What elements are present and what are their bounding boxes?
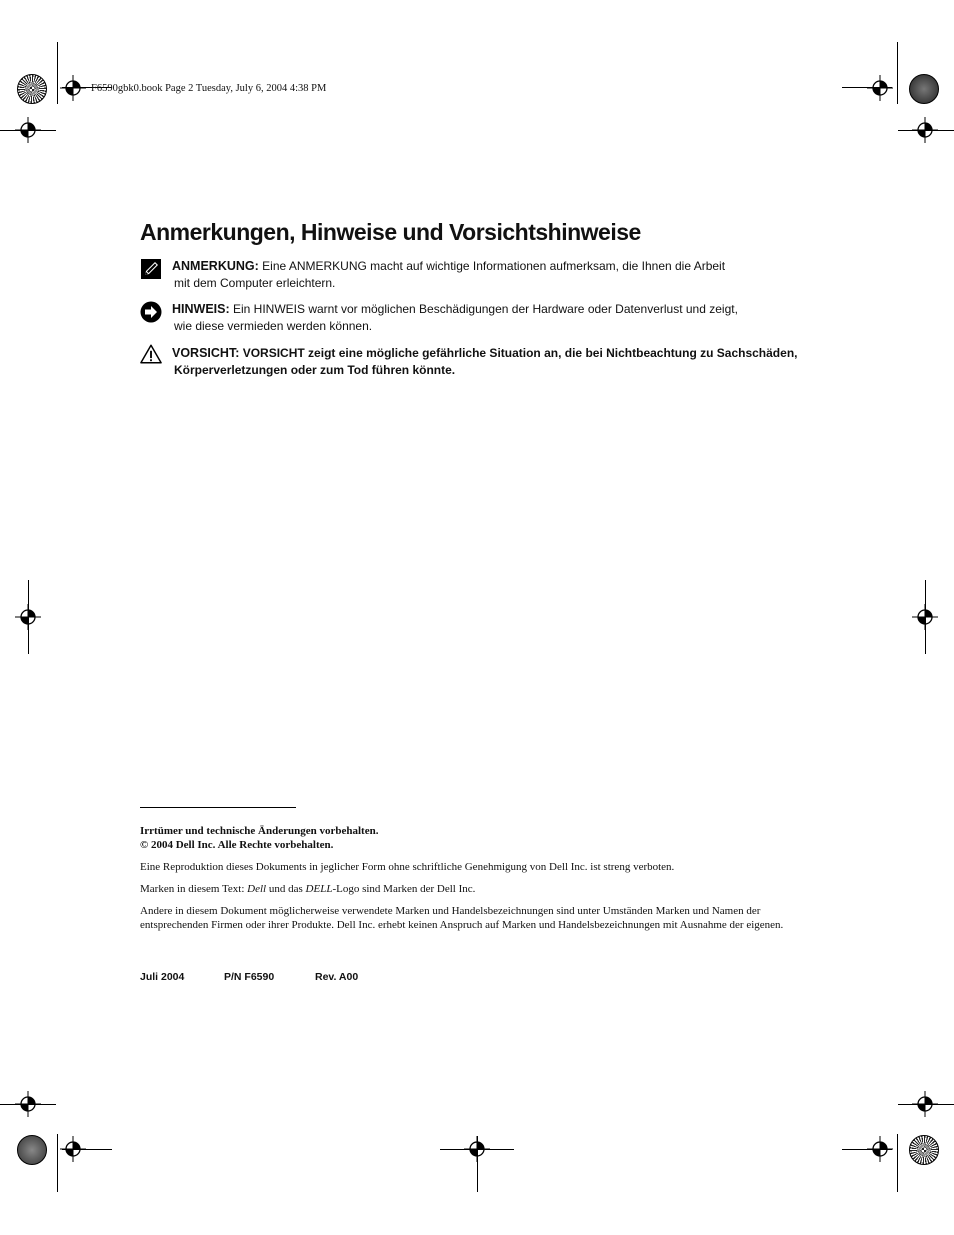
vorsicht-keyword: VORSICHT:: [172, 346, 240, 360]
registration-mark-icon: [867, 75, 893, 101]
trademarks-notice: [140, 882, 830, 896]
sunburst-mark-icon: [909, 74, 939, 104]
registration-mark-icon: [912, 117, 938, 143]
page-title: Anmerkungen, Hinweise und Vorsichtshinweise: [140, 219, 641, 245]
trademarks-suffix: -Logo sind Marken der Dell Inc.: [332, 883, 476, 895]
sunburst-mark-icon: [17, 1135, 47, 1165]
registration-mark-icon: [912, 604, 938, 630]
note-anmerkung: [140, 258, 840, 294]
anmerkung-text-continued: mit dem Computer erleichtern.: [174, 276, 336, 290]
note-vorsicht: [140, 345, 840, 381]
anmerkung-text: Eine ANMERKUNG macht auf wichtige Informationen aufmerksam, die Ihnen die Arbeit: [262, 259, 726, 273]
anmerkung-keyword: ANMERKUNG:: [172, 259, 259, 273]
footnote-divider: [140, 807, 296, 808]
revision-line: [140, 971, 440, 985]
copyright-notice: © 2004 Dell Inc. Alle Rechte vorbehalten.: [140, 839, 334, 851]
part-number: P/N F6590: [224, 971, 275, 983]
registration-mark-icon: [60, 75, 86, 101]
registration-mark-icon: [60, 1136, 86, 1162]
revision-number: Rev. A00: [315, 971, 359, 983]
note-hinweis: [140, 301, 840, 337]
reproduction-notice: Eine Reproduktion dieses Dokuments in jeglicher Form ohne schriftliche Genehmigung von Dell Inc. ist streng verboten.: [140, 861, 675, 873]
trademark-dell: Dell: [247, 883, 267, 895]
registration-mark-icon: [912, 1091, 938, 1117]
pencil-note-icon: [140, 258, 162, 280]
trademarks-prefix: Marken in diesem Text:: [140, 883, 248, 895]
other-marks-notice: Andere in diesem Dokument möglicherweise verwendete Marken und Handelsbezeichnungen sind unter Umständen Marken und Namen der entsprechenden Firmen oder ihrer Produkte. Dell Inc. erhebt keinen Anspruch auf Marken und Handelsbezeichnungen mit Ausnahme der eigenen.: [140, 905, 784, 931]
warning-triangle-icon: [140, 343, 162, 365]
registration-mark-icon: [15, 1091, 41, 1117]
hinweis-text-continued: wie diese vermieden werden können.: [174, 319, 373, 333]
vorsicht-text-continued: Körperverletzungen oder zum Tod führen könnte.: [174, 363, 456, 377]
arrow-circle-icon: [140, 301, 162, 323]
errata-notice: Irrtümer und technische Änderungen vorbehalten.: [140, 825, 379, 837]
trademarks-mid: und das: [266, 883, 306, 895]
registration-mark-icon: [867, 1136, 893, 1162]
registration-mark-icon: [15, 117, 41, 143]
registration-mark-icon: [15, 604, 41, 630]
hinweis-text: Ein HINWEIS warnt vor möglichen Beschädigungen der Hardware oder Datenverlust und zeigt,: [232, 302, 738, 316]
trademark-dell-logo: DELL: [305, 883, 333, 895]
vorsicht-text: VORSICHT zeigt eine mögliche gefährliche Situation an, die bei Nichtbeachtung zu Sachschäden,: [242, 346, 798, 360]
sunburst-mark-icon: [909, 1135, 939, 1165]
sunburst-mark-icon: [17, 74, 47, 104]
revision-date: Juli 2004: [140, 971, 185, 983]
hinweis-keyword: HINWEIS:: [172, 302, 230, 316]
file-info-header: F6590gbk0.book Page 2 Tuesday, July 6, 2004 4:38 PM: [91, 83, 327, 94]
registration-mark-icon: [464, 1136, 490, 1162]
